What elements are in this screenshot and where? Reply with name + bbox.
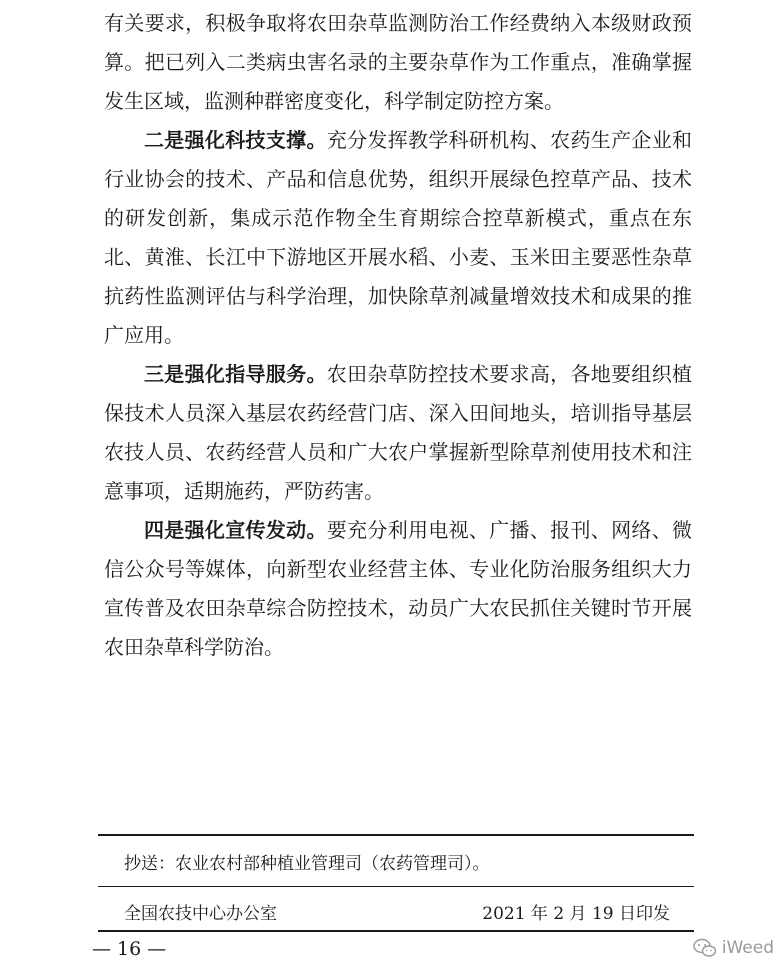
wechat-icon — [693, 938, 717, 958]
print-date: 2021 年 2 月 19 日印发 — [482, 904, 670, 924]
paragraph-4 — [104, 511, 692, 667]
paragraph-4-text: 要充分利用电视、广播、报刊、网络、微信公众号等媒体，向新型农业经营主体、专业化防治服务组织大力宣传普及农田杂草综合防控技术，动员广大农民抓住关键时节开展农田杂草科学防治。 — [104, 518, 693, 659]
cc-line: 抄送：农业农村部种植业管理司（农药管理司）。 — [124, 854, 490, 874]
issuing-office: 全国农技中心办公室 — [124, 904, 277, 924]
footer-bottom-rule — [98, 930, 694, 932]
page-number: — 16 — — [92, 938, 167, 960]
paragraph-4-lead: 四是强化宣传发动。 — [144, 518, 327, 542]
paragraph-2-lead: 二是强化科技支撑。 — [144, 128, 327, 152]
paragraph-2 — [104, 121, 692, 355]
paragraph-2-text: 充分发挥教学科研机构、农药生产企业和行业协会的技术、产品和信息优势，组织开展绿色控草产品、技术的研发创新，集成示范作物全生育期综合控草新模式，重点在东北、黄淮、长江中下游地区开展水稻、小麦、玉米田主要恶性杂草抗药性监测评估与科学治理，加快除草剂减量增效技术和成果的推广应用。 — [104, 128, 693, 347]
paragraph-3 — [104, 355, 692, 511]
paragraph-3-lead: 三是强化指导服务。 — [144, 362, 327, 386]
footer-middle-rule — [98, 886, 694, 887]
watermark-text: iWeed — [721, 938, 774, 958]
watermark — [693, 938, 774, 958]
paragraph-3-text: 农田杂草防控技术要求高，各地要组织植保技术人员深入基层农药经营门店、深入田间地头，培训指导基层农技人员、农药经营人员和广大农户掌握新型除草剂使用技术和注意事项，适期施药，严防药害。 — [104, 362, 693, 503]
paragraph-1 — [104, 4, 692, 121]
footer-top-rule — [98, 834, 694, 836]
document-body — [104, 4, 692, 667]
paragraph-1-text: 有关要求，积极争取将农田杂草监测防治工作经费纳入本级财政预算。把已列入二类病虫害名录的主要杂草作为工作重点，准确掌握发生区域，监测种群密度变化，科学制定防控方案。 — [104, 11, 692, 113]
